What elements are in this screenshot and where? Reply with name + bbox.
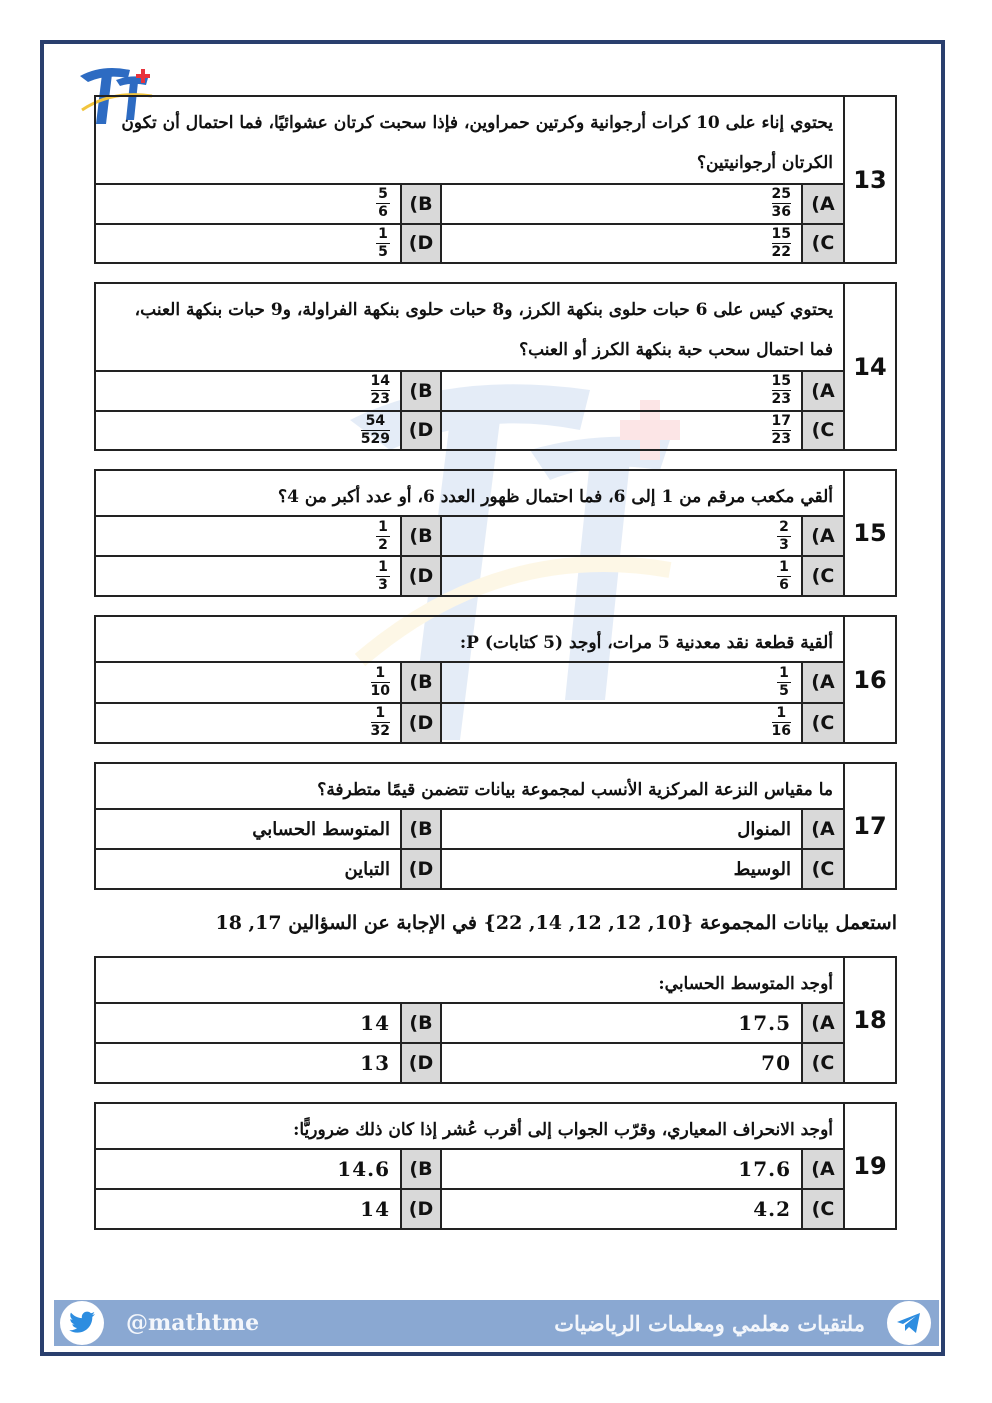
option-d[interactable] — [96, 557, 442, 595]
numerator: 25 — [771, 186, 791, 203]
footer-handle[interactable]: @mathtme — [126, 1310, 260, 1336]
option-a[interactable] — [442, 185, 843, 223]
numerator: 1 — [779, 664, 789, 681]
fraction — [772, 187, 791, 220]
option-letter: (D — [400, 1190, 442, 1228]
question-14 — [94, 282, 897, 451]
question-number: 15 — [843, 471, 895, 595]
denominator: 5 — [378, 243, 388, 260]
option-d[interactable] — [96, 225, 442, 263]
question-number: 13 — [843, 97, 895, 262]
question-19 — [94, 1102, 897, 1230]
numerator: 1 — [378, 518, 388, 535]
option-b[interactable] — [96, 1004, 442, 1042]
numerator: 1 — [776, 705, 787, 722]
numerator: 1 — [378, 225, 388, 242]
option-letter: (B — [400, 185, 442, 223]
option-letter: (B — [400, 517, 442, 555]
denominator: 3 — [779, 536, 789, 553]
fraction — [376, 560, 390, 593]
option-a[interactable] — [442, 663, 843, 702]
denominator: 10 — [370, 682, 390, 699]
option-a[interactable] — [442, 517, 843, 555]
denominator: 16 — [771, 723, 791, 740]
option-value: 17.6 — [738, 1157, 791, 1181]
option-b[interactable] — [96, 810, 442, 848]
fraction — [777, 520, 791, 553]
fraction — [772, 227, 791, 260]
numerator: 2 — [779, 518, 789, 535]
fraction — [376, 520, 390, 553]
option-letter: (A — [801, 810, 843, 848]
option-letter: (D — [400, 704, 442, 743]
denominator: 2 — [378, 536, 388, 553]
denominator: 23 — [771, 430, 791, 447]
denominator: 3 — [378, 576, 388, 593]
option-value: المتوسط الحسابي — [252, 818, 390, 840]
option-letter: (C — [801, 850, 843, 888]
option-letter: (A — [801, 1150, 843, 1188]
question-text: أوجد الانحراف المعياري، وقرّب الجواب إلى أقرب عُشر إذا كان ذلك ضروريًّا: — [96, 1104, 843, 1150]
option-letter: (C — [801, 412, 843, 450]
denominator: 529 — [360, 430, 390, 447]
numerator: 5 — [378, 186, 388, 203]
denominator: 6 — [378, 204, 388, 221]
option-letter: (B — [400, 663, 442, 702]
option-b[interactable] — [96, 1150, 442, 1188]
question-text: يحتوي إناء على 10 كرات أرجوانية وكرتين حمراوين، فإذا سحبت كرتان عشوائيًا، فما احتمال أن تكون الكرتان أرجوانيتين؟ — [96, 97, 843, 185]
option-letter: (A — [801, 517, 843, 555]
option-a[interactable] — [442, 1004, 843, 1042]
option-a[interactable] — [442, 1150, 843, 1188]
numerator: 17 — [771, 412, 791, 429]
question-text: أوجد المتوسط الحسابي: — [96, 958, 843, 1004]
fraction — [376, 227, 390, 260]
option-a[interactable] — [442, 372, 843, 410]
option-c[interactable] — [442, 1190, 843, 1228]
fraction — [777, 666, 791, 699]
option-letter: (B — [400, 372, 442, 410]
option-letter: (D — [400, 412, 442, 450]
option-b[interactable] — [96, 517, 442, 555]
option-letter: (C — [801, 557, 843, 595]
fraction — [371, 666, 390, 699]
option-letter: (D — [400, 1044, 442, 1082]
numerator: 1 — [375, 664, 386, 681]
instruction-text: استعمل بيانات المجموعة {10, 12, 12, 14, 22} في الإجابة عن السؤالين 17, 18 — [215, 912, 897, 934]
option-letter: (A — [801, 1004, 843, 1042]
option-letter: (B — [400, 1004, 442, 1042]
option-value: 13 — [360, 1051, 390, 1075]
option-c[interactable] — [442, 412, 843, 450]
option-letter: (C — [801, 1044, 843, 1082]
fraction — [772, 706, 791, 739]
option-letter: (A — [801, 185, 843, 223]
option-letter: (D — [400, 225, 442, 263]
option-b[interactable] — [96, 185, 442, 223]
option-value: 14.6 — [337, 1157, 390, 1181]
footer-channel[interactable]: ملتقيات معلمي ومعلمات الرياضيات — [554, 1310, 865, 1336]
option-c[interactable] — [442, 1044, 843, 1082]
numerator: 1 — [779, 558, 789, 575]
question-number: 17 — [843, 764, 895, 888]
option-b[interactable] — [96, 372, 442, 410]
denominator: 36 — [771, 204, 791, 221]
option-d[interactable] — [96, 1044, 442, 1082]
option-letter: (D — [400, 850, 442, 888]
question-number: 16 — [843, 617, 895, 742]
option-b[interactable] — [96, 663, 442, 702]
denominator: 32 — [370, 723, 390, 740]
numerator: 54 — [365, 412, 386, 429]
denominator: 5 — [779, 682, 789, 699]
option-a[interactable] — [442, 810, 843, 848]
option-letter: (A — [801, 372, 843, 410]
option-value: 17.5 — [738, 1011, 791, 1035]
option-c[interactable] — [442, 704, 843, 743]
option-letter: (D — [400, 557, 442, 595]
question-number: 18 — [843, 958, 895, 1082]
numerator: 15 — [771, 225, 791, 242]
numerator: 1 — [378, 558, 388, 575]
numerator: 14 — [370, 373, 390, 390]
question-15 — [94, 469, 897, 597]
fraction — [772, 414, 791, 447]
option-d[interactable] — [96, 1190, 442, 1228]
numerator: 1 — [375, 705, 386, 722]
option-value: المنوال — [737, 818, 791, 840]
option-value: 14 — [360, 1197, 390, 1221]
denominator: 22 — [771, 243, 791, 260]
option-value: 14 — [360, 1011, 390, 1035]
denominator: 23 — [370, 391, 390, 408]
option-letter: (A — [801, 663, 843, 702]
question-16 — [94, 615, 897, 744]
option-letter: (B — [400, 810, 442, 848]
denominator: 23 — [771, 391, 791, 408]
fraction — [371, 374, 390, 407]
twitter-icon[interactable] — [60, 1301, 104, 1345]
question-text: ألقية قطعة نقد معدنية 5 مرات، أوجد (5 كتابات) P: — [96, 617, 843, 663]
option-value: الوسيط — [733, 858, 791, 880]
denominator: 6 — [779, 576, 789, 593]
numerator: 15 — [771, 373, 791, 390]
question-text: ألقي مكعب مرقم من 1 إلى 6، فما احتمال ظهور العدد 6، أو عدد أكبر من 4؟ — [96, 471, 843, 517]
fraction — [361, 414, 390, 447]
question-text: ما مقياس النزعة المركزية الأنسب لمجموعة بيانات تتضمن قيمًا متطرفة؟ — [96, 764, 843, 810]
option-letter: (C — [801, 1190, 843, 1228]
question-number: 19 — [843, 1104, 895, 1228]
option-d[interactable] — [96, 412, 442, 450]
option-value: 70 — [761, 1051, 791, 1075]
option-value: التباين — [344, 858, 390, 880]
fraction — [772, 374, 791, 407]
question-18 — [94, 956, 897, 1084]
question-17 — [94, 762, 897, 890]
footer-bar — [54, 1300, 939, 1346]
fraction — [777, 560, 791, 593]
option-d[interactable] — [96, 850, 442, 888]
option-letter: (C — [801, 704, 843, 743]
fraction — [371, 706, 390, 739]
option-letter: (C — [801, 225, 843, 263]
question-number: 14 — [843, 284, 895, 449]
telegram-icon[interactable] — [887, 1301, 931, 1345]
option-c[interactable] — [442, 557, 843, 595]
fraction — [376, 187, 390, 220]
option-c[interactable] — [442, 225, 843, 263]
option-c[interactable] — [442, 850, 843, 888]
option-letter: (B — [400, 1150, 442, 1188]
option-d[interactable] — [96, 704, 442, 743]
question-text: يحتوي كيس على 6 حبات حلوى بنكهة الكرز، و8 حبات حلوى بنكهة الفراولة، و9 حبات بنكهة العنب، فما احتمال سحب حبة بنكهة الكرز أو العنب؟ — [96, 284, 843, 372]
option-value: 4.2 — [753, 1197, 791, 1221]
question-13 — [94, 95, 897, 264]
